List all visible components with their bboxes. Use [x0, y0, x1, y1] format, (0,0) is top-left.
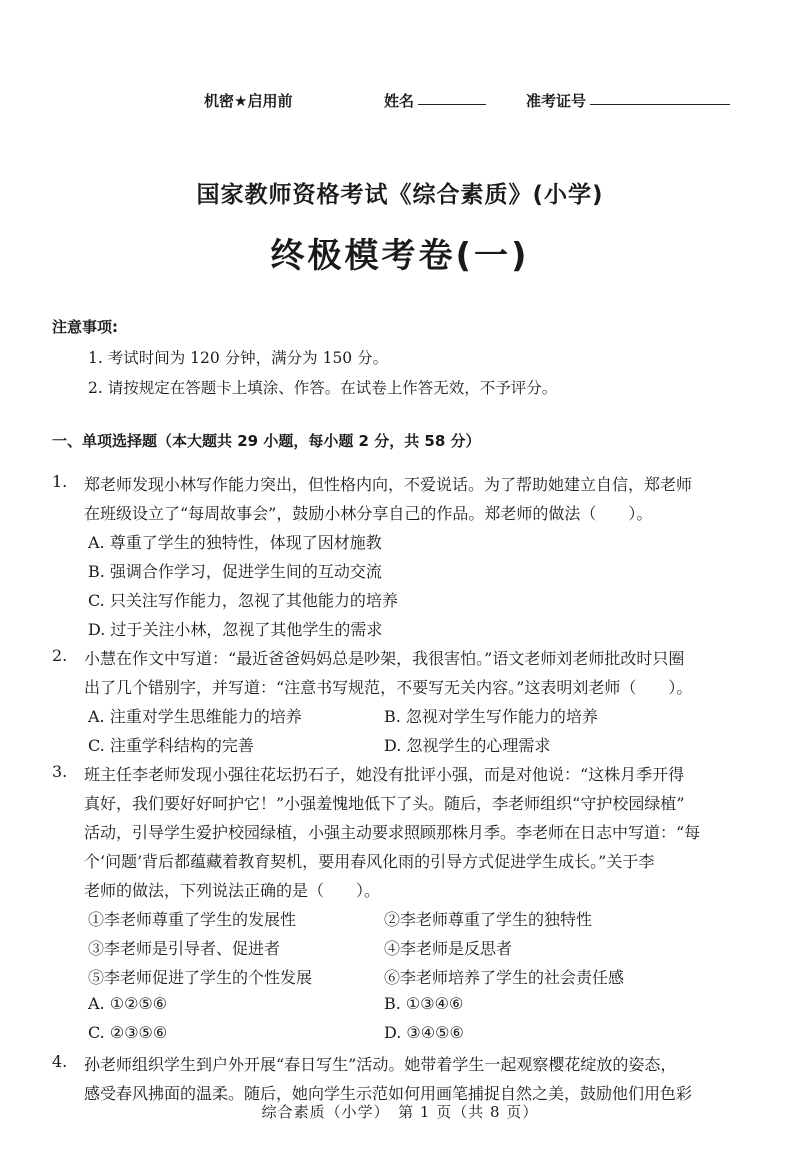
page-footer: 综合素质（小学） 第 1 页（共 8 页） [261, 1103, 539, 1121]
exam-id-blank[interactable] [590, 90, 730, 105]
option-b[interactable]: B. 强调合作学习，促进学生间的互动交流 [88, 562, 382, 581]
notes-heading: 注意事项: [52, 318, 118, 336]
name-field[interactable] [384, 90, 414, 111]
statement-item: ③李老师是引导者、促进者 [88, 939, 281, 958]
option-c[interactable]: C. ②③⑤⑥ [88, 1023, 168, 1042]
question-stem-line: 出了几个错别字，并写道：“注意书写规范，不要写无关内容。”这表明刘老师（ ）。 [84, 678, 693, 697]
option-b[interactable]: B. 忽视对学生写作能力的培养 [384, 707, 598, 726]
question-stem-line: 小慧在作文中写道：“最近爸爸妈妈总是吵架，我很害怕。”语文老师刘老师批改时只圈 [84, 649, 685, 668]
statement-item: ④李老师是反思者 [384, 939, 513, 958]
question-stem-line: 个‘问题’背后都蕴藏着教育契机，要用春风化雨的引导方式促进学生成长。”关于李 [84, 852, 655, 871]
statement-item: ②李老师尊重了学生的独特性 [384, 910, 593, 929]
exam-title: 国家教师资格考试《综合素质》(小学) [196, 182, 604, 208]
question-stem-line: 真好，我们要好好呵护它！”小强羞愧地低下了头。随后，李老师组织“守护校园绿植” [84, 794, 685, 813]
question-stem-line: 感受春风拂面的温柔。随后，她向学生示范如何用画笔捕捉自然之美，鼓励他们用色彩 [84, 1084, 693, 1103]
statement-item: ⑤李老师促进了学生的个性发展 [88, 968, 313, 987]
question-stem-line: 在班级设立了“每周故事会”，鼓励小林分享自己的作品。郑老师的做法（ ）。 [84, 504, 653, 523]
question-number: 2. [52, 646, 68, 665]
confidential-label: 机密★启用前 [204, 92, 293, 110]
question-number: 1. [52, 472, 68, 491]
option-c[interactable]: C. 注重学科结构的完善 [88, 736, 254, 755]
exam-id-field[interactable] [526, 90, 586, 111]
exam-subtitle: 终极模考卷(一) [270, 236, 530, 276]
option-d[interactable]: D. 过于关注小林，忽视了其他学生的需求 [88, 620, 383, 639]
option-d[interactable]: D. 忽视学生的心理需求 [384, 736, 551, 755]
note-item: 2. 请按规定在答题卡上填涂、作答。在试卷上作答无效，不予评分。 [88, 379, 558, 397]
statement-item: ⑥李老师培养了学生的社会责任感 [384, 968, 625, 987]
option-d[interactable]: D. ③④⑤⑥ [384, 1023, 464, 1042]
question-stem-line: 孙老师组织学生到户外开展“春日写生”活动。她带着学生一起观察樱花绽放的姿态， [84, 1055, 677, 1074]
option-a[interactable]: A. ①②⑤⑥ [88, 994, 168, 1013]
question-stem-line: 活动，引导学生爱护校园绿植，小强主动要求照顾那株月季。李老师在日志中写道：“每 [84, 823, 701, 842]
question-stem-line: 班主任李老师发现小强往花坛扔石子，她没有批评小强，而是对他说：“这株月季开得 [84, 765, 685, 784]
question-number: 4. [52, 1052, 68, 1071]
note-item: 1. 考试时间为 120 分钟，满分为 150 分。 [88, 349, 389, 367]
statement-item: ①李老师尊重了学生的发展性 [88, 910, 297, 929]
name-label: 姓名 [384, 92, 415, 110]
option-a[interactable]: A. 尊重了学生的独特性，体现了因材施教 [88, 533, 382, 552]
option-c[interactable]: C. 只关注写作能力，忽视了其他能力的培养 [88, 591, 398, 610]
question-stem-line: 郑老师发现小林写作能力突出，但性格内向，不爱说话。为了帮助她建立自信，郑老师 [84, 475, 693, 494]
section-title: 一、单项选择题（本大题共 29 小题，每小题 2 分，共 58 分） [52, 432, 481, 450]
name-blank[interactable] [418, 90, 486, 105]
option-a[interactable]: A. 注重对学生思维能力的培养 [88, 707, 302, 726]
option-b[interactable]: B. ①③④⑥ [384, 994, 464, 1013]
question-stem-line: 老师的做法，下列说法正确的是（ ）。 [84, 881, 381, 900]
exam-id-label: 准考证号 [526, 92, 587, 110]
question-number: 3. [52, 762, 68, 781]
